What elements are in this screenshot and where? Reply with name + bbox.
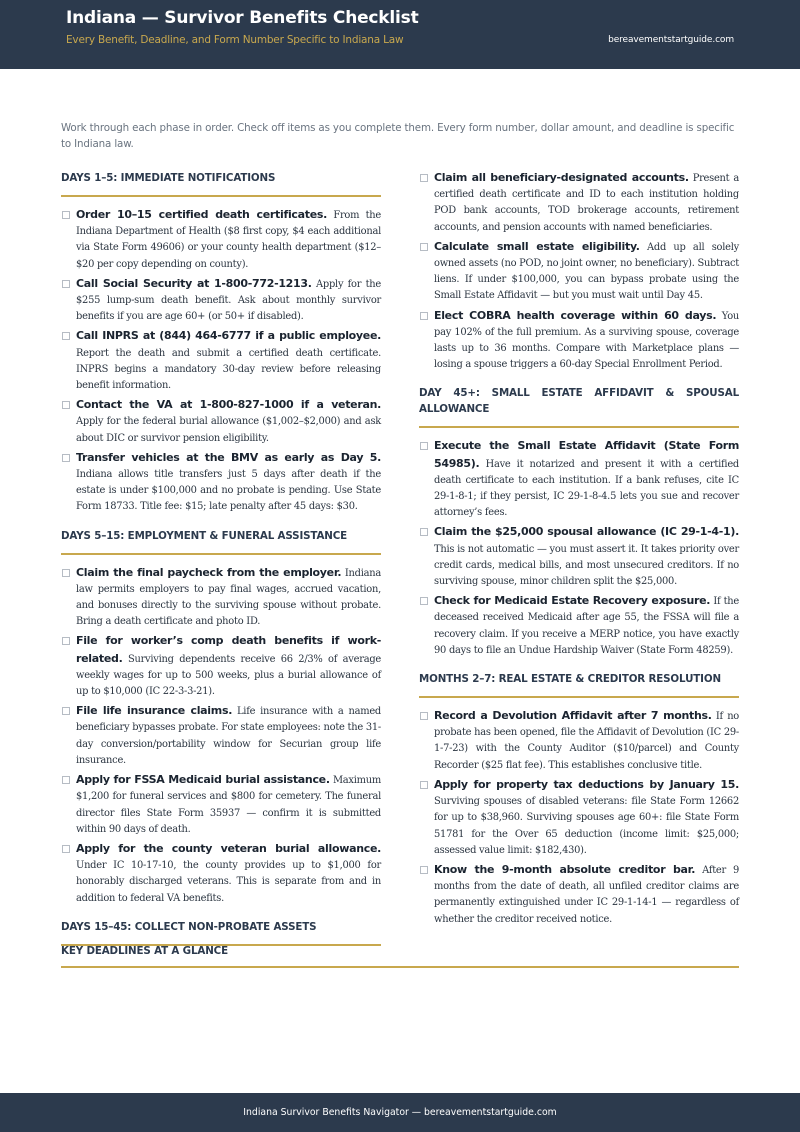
checklist-item bbox=[419, 438, 739, 521]
item-description: If the deceased received Medicaid after age 55, the FSSA will file a recovery claim. If you receive a MERP notice, you have exactly 90 days to file an Undue Hardship Waiver (State Form 48259). bbox=[434, 596, 740, 656]
item-description: Maximum $1,200 for funeral services and $800 for cemetery. The funeral director files State Form 35937 — confirm it is submitted within 90 days of death. bbox=[76, 775, 382, 835]
item-description: Life insurance with a named beneficiary bypasses probate. For state employees: note the 31-day conversion/portability window for Securian group life insurance. bbox=[76, 706, 381, 766]
item-title: Apply for FSSA Medicaid burial assistance. bbox=[76, 773, 330, 787]
checklist-days-15-45 bbox=[419, 170, 739, 373]
checklist-item bbox=[419, 593, 739, 659]
checklist-item bbox=[61, 772, 381, 838]
item-description: Under IC 10-17-10, the county provides up to $1,000 for honorably discharged veterans. This is separate from and in addition to federal VA benefits. bbox=[76, 860, 381, 904]
checklist-item bbox=[419, 170, 739, 236]
item-title: Apply for the county veteran burial allowance. bbox=[76, 841, 381, 855]
item-title: Claim all beneficiary-designated accounts. bbox=[434, 171, 689, 184]
page-subtitle: Every Benefit, Deadline, and Form Number Specific to Indiana Law bbox=[66, 34, 404, 46]
right-column bbox=[419, 170, 739, 931]
item-description: Have it notarized and present it with a certified death certificate to each institution. If a bank refuses, cite IC 29-1-8-1; if they persist, IC 29-1-8-4.5 lets you sue and recover attorney’s fees. bbox=[434, 458, 740, 519]
item-description: You pay 102% of the full premium. As a surviving spouse, coverage lasts up to 36 months. Compare with Marketplace plans — losing a spouse triggers a 60-day Special Enrollment Period. bbox=[434, 310, 739, 371]
checklist-item bbox=[419, 239, 739, 305]
checklist-item bbox=[61, 841, 381, 907]
checklist-months-2-7 bbox=[419, 698, 739, 928]
checkbox[interactable] bbox=[62, 401, 70, 409]
item-description: Present a certified death certificate and ID to each institution holding POD bank accounts, TOD brokerage accounts, retirement accounts, and pension accounts with named beneficiaries. bbox=[434, 173, 739, 233]
checkbox[interactable] bbox=[62, 776, 70, 784]
checkbox[interactable] bbox=[420, 243, 428, 251]
checklist-item bbox=[61, 703, 381, 769]
item-description: This is not automatic — you must assert it. It takes priority over credit cards, medical bills, and most unsecured creditors. If no surviving spouse, minor children split the $25,000. bbox=[434, 543, 739, 588]
site-name: bereavementstartguide.com bbox=[608, 35, 734, 45]
checkbox[interactable] bbox=[62, 454, 70, 462]
checklist-item bbox=[61, 633, 381, 700]
item-title: File for worker’s comp death benefits if work-related. bbox=[76, 634, 381, 665]
checklist-item bbox=[419, 777, 739, 859]
item-description: Indiana law permits employers to pay final wages, accrued vacation, and bonuses directly to the surviving spouse without probate. Bring a death certificate and photo ID. bbox=[76, 567, 381, 628]
section-heading-months-2-7: MONTHS 2–7: REAL ESTATE & CREDITOR RESOLUTION bbox=[419, 671, 739, 698]
checkbox[interactable] bbox=[420, 866, 428, 874]
checkbox[interactable] bbox=[62, 569, 70, 577]
checklist-days-5-15 bbox=[61, 555, 381, 907]
item-title: Claim the $25,000 spousal allowance (IC 29-1-4-1). bbox=[434, 525, 739, 539]
checklist-item bbox=[61, 397, 381, 447]
checkbox[interactable] bbox=[62, 211, 70, 219]
item-title: Know the 9-month absolute creditor bar. bbox=[434, 862, 696, 876]
checklist-item bbox=[419, 862, 739, 928]
item-title: Claim the final paycheck from the employer. bbox=[76, 565, 342, 579]
checkbox[interactable] bbox=[62, 332, 70, 340]
item-title: Call Social Security at 1-800-772-1213. bbox=[76, 276, 312, 290]
page-title: Indiana — Survivor Benefits Checklist bbox=[66, 8, 419, 28]
item-title: Contact the VA at 1-800-827-1000 if a veteran. bbox=[76, 398, 381, 412]
checklist-item bbox=[61, 450, 381, 516]
section-heading-days-1-5: DAYS 1–5: IMMEDIATE NOTIFICATIONS bbox=[61, 170, 381, 197]
checklist-item bbox=[419, 308, 739, 374]
item-title: Apply for property tax deductions by January 15. bbox=[434, 777, 739, 791]
item-description: From the Indiana Department of Health ($8 first copy, $4 each additional via State Form 49606) or your county health department ($12–$20 per copy depending on county). bbox=[76, 210, 381, 270]
checkbox[interactable] bbox=[62, 637, 70, 645]
item-title: Transfer vehicles at the BMV as early as Day 5. bbox=[76, 450, 381, 464]
item-description: Report the death and submit a certified death certificate. INPRS begins a mandatory 30-day review before releasing benefit information. bbox=[76, 347, 381, 392]
item-description: Indiana allows title transfers just 5 days after death if the estate is under $100,000 and no probate is pending. Use State Form 18733. Title fee: $15; late penalty after 45 days: $30. bbox=[76, 469, 381, 513]
checkbox[interactable] bbox=[62, 845, 70, 853]
item-title: Record a Devolution Affidavit after 7 months. bbox=[434, 709, 712, 723]
checkbox[interactable] bbox=[420, 312, 428, 320]
left-column bbox=[61, 170, 381, 946]
checklist-item bbox=[419, 524, 739, 590]
section-heading-key-deadlines: KEY DEADLINES AT A GLANCE bbox=[61, 945, 739, 968]
item-description: Apply for the federal burial allowance ($1,002–$2,000) and ask about DIC or survivor pension eligibility. bbox=[76, 416, 381, 444]
page-footer: Indiana Survivor Benefits Navigator — bereavementstartguide.com bbox=[0, 1093, 800, 1132]
checkbox[interactable] bbox=[62, 280, 70, 288]
item-title: Check for Medicaid Estate Recovery exposure. bbox=[434, 594, 711, 608]
item-description: Apply for the $255 lump-sum death benefit. Ask about monthly survivor benefits if you are age 60+ (or 50+ if disabled). bbox=[76, 278, 381, 323]
checkbox[interactable] bbox=[420, 597, 428, 605]
intro-text: Work through each phase in order. Check off items as you complete them. Every form number, dollar amount, and deadline is specific to Indiana law. bbox=[61, 122, 735, 150]
item-title: Order 10–15 certified death certificates. bbox=[76, 208, 328, 221]
checklist-item bbox=[61, 207, 381, 273]
item-title: Elect COBRA health coverage within 60 days. bbox=[434, 308, 717, 322]
item-title: Execute the Small Estate Affidavit (State Form 54985). bbox=[434, 439, 739, 470]
item-title: Call INPRS at (844) 464-6777 if a public employee. bbox=[76, 329, 381, 343]
section-heading-day-45-plus: DAY 45+: SMALL ESTATE AFFIDAVIT & SPOUSAL ALLOWANCE bbox=[419, 385, 739, 428]
item-title: File life insurance claims. bbox=[76, 704, 233, 718]
section-heading-days-5-15: DAYS 5–15: EMPLOYMENT & FUNERAL ASSISTANCE bbox=[61, 528, 381, 555]
item-description: If no probate has been opened, file the Affidavit of Devolution (IC 29-1-7-23) with the County Auditor ($10/parcel) and County Recorder ($25 flat fee). This establishes conclusive title. bbox=[434, 711, 740, 771]
checkbox[interactable] bbox=[420, 781, 428, 789]
item-description: After 9 months from the date of death, all unfiled creditor claims are permanently extinguished under IC 29-1-14-1 — regardless of whether the creditor received notice. bbox=[434, 864, 739, 925]
checkbox[interactable] bbox=[420, 712, 428, 720]
checklist-item bbox=[419, 708, 739, 774]
item-description: Surviving dependents receive 66 2/3% of average weekly wages for up to 500 weeks, plus a burial allowance of up to $10,000 (IC 22-3-3-21). bbox=[76, 653, 381, 698]
checklist-day-45-plus bbox=[419, 428, 739, 659]
checkbox[interactable] bbox=[62, 707, 70, 715]
item-title: Calculate small estate eligibility. bbox=[434, 239, 640, 253]
checkbox[interactable] bbox=[420, 174, 428, 182]
section-heading-days-15-45: DAYS 15–45: COLLECT NON-PROBATE ASSETS bbox=[61, 919, 381, 946]
item-description: Add up all solely owned assets (no POD, no joint owner, no beneficiary). Subtract liens. If under $100,000, you can bypass probate using the Small Estate Affidavit — but you must wait until Day 45. bbox=[434, 241, 739, 302]
checkbox[interactable] bbox=[420, 442, 428, 450]
checklist-days-1-5 bbox=[61, 197, 381, 516]
checklist-item bbox=[61, 328, 381, 394]
page-header bbox=[0, 0, 800, 69]
checklist-item bbox=[61, 565, 381, 631]
item-description: Surviving spouses of disabled veterans: file State Form 12662 for up to $38,960. Surviving spouses age 60+: file State Form 51781 for the Over 65 deduction (income limit: $25,000; assessed value limit: $182,430). bbox=[434, 796, 739, 856]
checkbox[interactable] bbox=[420, 528, 428, 536]
checklist-item bbox=[61, 276, 381, 326]
